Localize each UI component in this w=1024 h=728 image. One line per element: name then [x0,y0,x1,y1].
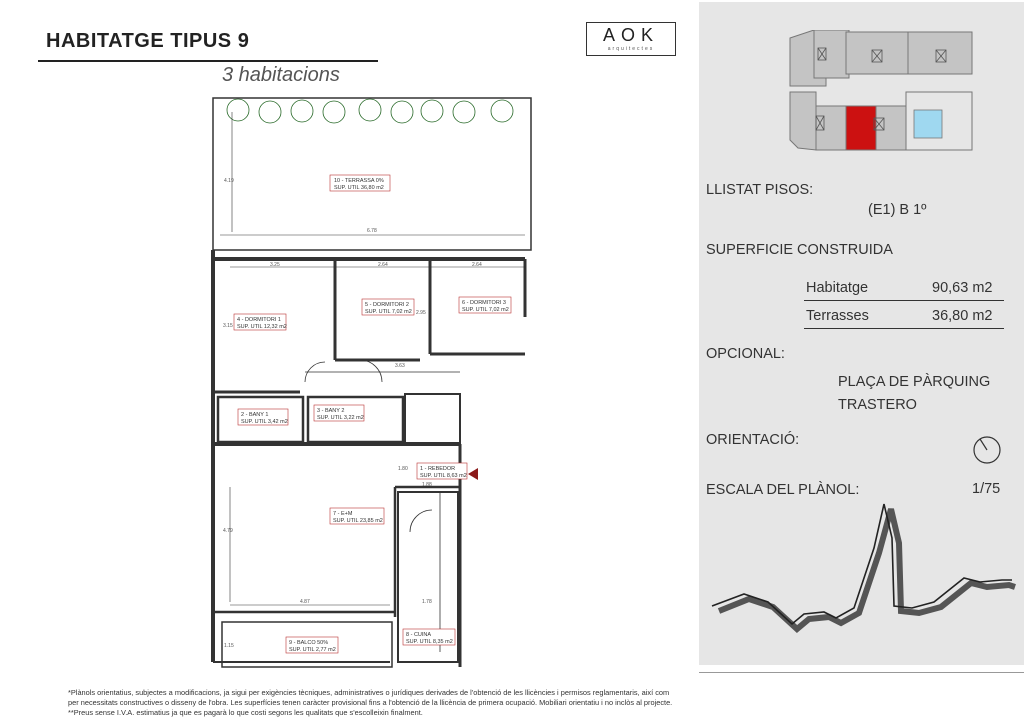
dim-d1-depth: 3.15 [223,323,233,329]
room-area-balco: SUP. UTIL 2,77 m2 [289,647,336,653]
room-name-terrassa: 10 - TERRASSA 0% [334,178,384,184]
plan-title: HABITATGE TIPUS 9 [46,30,250,52]
room-name-dorm3: 6 - DORMITORI 3 [462,300,506,306]
plan-subtitle: 3 habitacions [222,64,340,86]
dim-d2-depth: 2.95 [416,310,426,316]
room-area-em: SUP. UTIL 23,85 m2 [333,518,383,524]
dwelling-underline [804,300,1004,301]
dim-d3-width: 2.64 [472,262,482,268]
courtyard [914,110,942,138]
logo-tagline: arquitectes [607,46,655,52]
dim-d2-width: 2.64 [378,262,388,268]
floor-plan [210,92,540,677]
dim-rebedor-width: 1.88 [422,482,432,488]
built-area-label: SUPERFICIE CONSTRUIDA [706,242,893,258]
dim-hall-width: 3.63 [395,363,405,369]
room-name-em: 7 - E+M [333,511,353,517]
dim-d1-width: 3.25 [270,262,280,268]
terraces-value: 36,80 m2 [932,308,993,324]
dim-em-width: 4.87 [300,599,310,605]
room-area-dorm2: SUP. UTIL 7,02 m2 [365,309,412,315]
dwelling-value: 90,63 m2 [932,280,993,296]
room-name-bany2: 3 - BANY 2 [317,408,345,414]
dim-em-depth: 4.79 [223,528,233,534]
room-area-rebedor: SUP. UTIL 8,63 m2 [420,473,467,479]
panel-bottom-rule [699,672,1024,673]
optional-label: OPCIONAL: [706,346,785,362]
scale-value: 1/75 [972,481,1001,497]
room-name-rebedor: 1 - REBEDOR [420,466,456,472]
building-keymap [786,30,976,155]
logo-name: AOK [602,25,659,45]
town-skyline-illustration [706,500,1016,645]
dwelling-label: Habitatge [806,280,869,296]
room-name-cuina: 8 - CUINA [406,632,432,638]
room-area-bany2: SUP. UTIL 3,22 m2 [317,415,364,421]
disclaimer-footnote: *Plànols orientatius, subjectes a modificacions, ja sigui per exigències tècniques, administratives o jurídiques derivades de l'obtenció de les llicències i permisos reglamentaris, així com per necessitats constructives o disseny de l'obra. Les superfícies tenen caràcter provisional fins a l'obtenció de la llicència de primera ocupació. Mobiliari orientatiu i no inclòs al projecte. **Preus sense I.V.A. estimatius ja que es pagarà lo que costi segons les qualitats que s'escolleixin finalment. [68,688,673,717]
room-name-dorm2: 5 - DORMITORI 2 [365,302,409,308]
room-area-bany1: SUP. UTIL 3,42 m2 [241,419,288,425]
dim-kitchen-width: 1.78 [422,599,432,605]
optional-storage: TRASTERO [838,397,917,413]
optional-parking: PLAÇA DE PÀRQUING [838,374,991,390]
title-underline [38,60,378,62]
listing-label: LLISTAT PISOS: [706,182,814,198]
room-name-balco: 9 - BALCO 50% [289,640,329,646]
trees-decoration [227,99,513,123]
dim-balcony-depth: 1.15 [224,643,234,649]
dim-terrace-width: 6.78 [367,228,377,234]
dim-rebedor-depth: 1.80 [398,466,408,472]
room-name-dorm1: 4 - DORMITORI 1 [237,317,281,323]
scale-label: ESCALA DEL PLÀNOL: [706,482,860,498]
room-area-dorm3: SUP. UTIL 7,02 m2 [462,307,509,313]
entrance-arrow-icon [468,468,478,480]
room-area-cuina: SUP. UTIL 8,35 m2 [406,639,453,645]
orientation-compass-icon [972,435,1002,465]
terraces-underline [804,328,1004,329]
listing-value: (E1) B 1º [868,202,927,218]
room-area-dorm1: SUP. UTIL 12,32 m2 [237,324,287,330]
orientation-label: ORIENTACIÓ: [706,432,800,448]
terraces-label: Terrasses [806,308,869,324]
room-name-bany1: 2 - BANY 1 [241,412,269,418]
dim-terrace-depth: 4.19 [224,178,234,184]
room-area-terrassa: SUP. UTIL 36,80 m2 [334,185,384,191]
highlighted-unit [846,106,876,150]
aok-logo [586,22,676,56]
